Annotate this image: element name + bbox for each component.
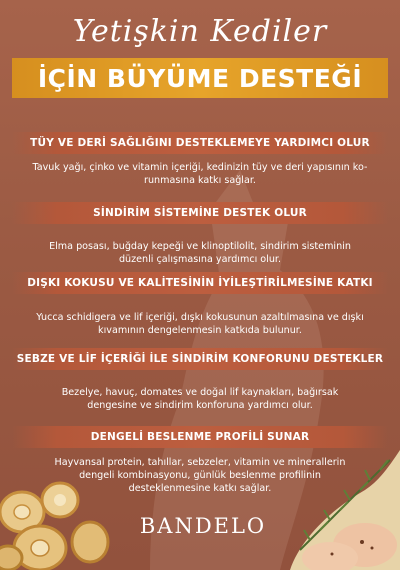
brand-logo-text: BANDELO — [139, 514, 267, 538]
section-2-line-2: düzenli çalışmasına yardımcı olur. — [118, 254, 282, 265]
section-3-line-1: Yucca schidigera ve lif içeriği, dışkı kokusunun azaltılmasına ve dışkı — [36, 312, 364, 323]
section-2-header — [12, 202, 388, 224]
section-4-body — [30, 386, 370, 412]
section-4-header — [12, 348, 388, 370]
section-2-title: SİNDİRİM SİSTEMİNE DESTEK OLUR — [93, 207, 307, 219]
section-5-line-2: dengeli kombinasyonu, günlük beslenme profilinin — [79, 470, 321, 481]
section-4-title: SEBZE VE LİF İÇERİĞİ İLE SİNDİRİM KONFORUNU DESTEKLER — [16, 353, 384, 365]
script-title: Yetişkin Kediler — [72, 14, 328, 49]
section-3-body — [30, 311, 370, 337]
section-1-title: TÜY VE DERİ SAĞLIĞINI DESTEKLEMEYE YARDIMCI OLUR — [30, 137, 370, 149]
section-1-body — [30, 161, 370, 187]
section-5-title: DENGELİ BESLENME PROFİLİ SUNAR — [90, 431, 310, 443]
section-5-line-3: desteklenmesine katkı sağlar. — [128, 483, 272, 494]
dried-apple-slices-image — [0, 470, 110, 570]
section-1-header — [12, 132, 388, 154]
section-5-line-1: Hayvansal protein, tahıllar, sebzeler, vitamin ve minerallerin — [54, 457, 346, 468]
chicken-with-rosemary-image — [270, 450, 400, 570]
section-2-body — [30, 240, 370, 266]
section-3-header — [12, 272, 388, 294]
section-3-title: DIŞKI KOKUSU VE KALİTESİNİN İYİLEŞTİRİLMESİNE KATKI — [27, 277, 373, 289]
section-1-line-2: runmasına katkı sağlar. — [144, 175, 256, 186]
section-1-line-1: Tavuk yağı, çinko ve vitamin içeriği, kedinizin tüy ve deri yapısının ko- — [32, 162, 368, 173]
banner-title: İÇİN BÜYÜME DESTEĞİ — [37, 63, 363, 93]
section-4-line-2: dengesine ve sindirim konforuna yardımcı olur. — [87, 400, 313, 411]
section-4-line-1: Bezelye, havuç, domates ve doğal lif kaynakları, bağırsak — [61, 387, 339, 398]
section-5-header — [12, 426, 388, 448]
title-banner — [12, 58, 388, 98]
section-3-line-2: kıvamının dengelenmesin katkıda bulunur. — [98, 325, 302, 336]
section-2-line-1: Elma posası, buğday kepeği ve klinoptilolit, sindirim sisteminin — [49, 241, 351, 252]
